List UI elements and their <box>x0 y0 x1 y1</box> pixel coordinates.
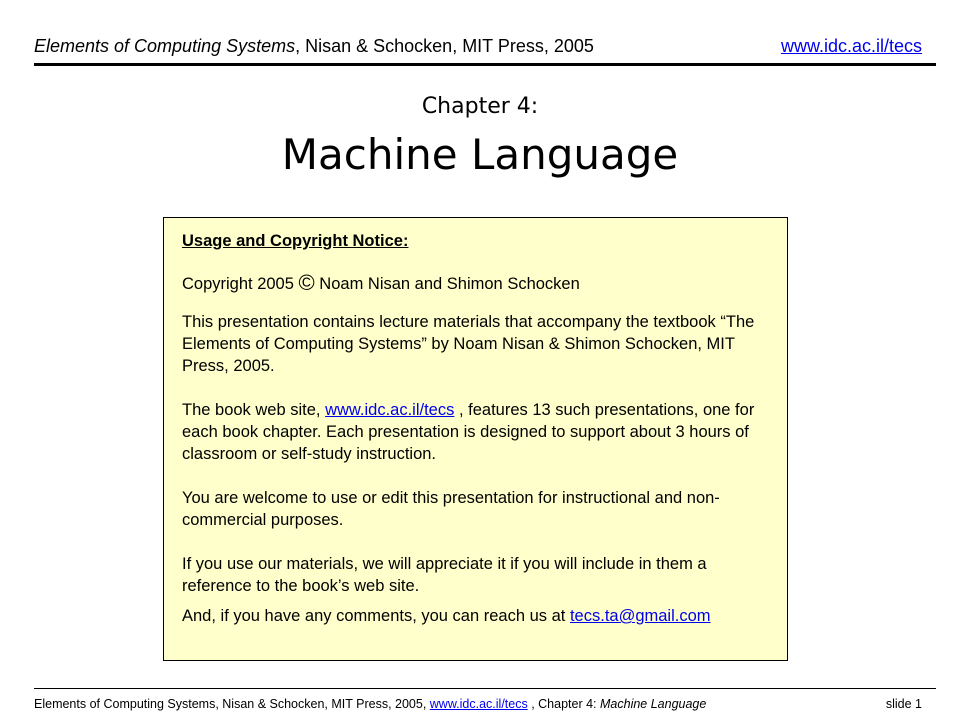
footer-text-before: Elements of Computing Systems, Nisan & Schocken, MIT Press, 2005, <box>34 697 430 711</box>
header-book-citation <box>34 36 594 57</box>
footer-divider <box>34 688 936 689</box>
copyright-text-before: Copyright 2005 <box>182 275 299 293</box>
notice-heading: Usage and Copyright Notice: <box>182 232 409 250</box>
header-divider <box>34 63 936 66</box>
notice-paragraph-textbook: This presentation contains lecture materials that accompany the textbook “The Elements of Computing Systems” by Noam Nisan & Shimon Schocken, MIT Press, 2005. <box>182 313 755 375</box>
notice-paragraph-contact <box>182 605 773 627</box>
notice-paragraph-usage: You are welcome to use or edit this presentation for instructional and non-commercial purposes. <box>182 489 720 529</box>
chapter-number: Chapter 4: <box>421 94 539 119</box>
footer-website-link[interactable]: www.idc.ac.il/tecs <box>429 697 528 711</box>
contact-email-link[interactable]: tecs.ta@gmail.com <box>569 607 711 625</box>
copyright-symbol-icon: © <box>298 270 315 295</box>
footer-citation <box>34 697 706 711</box>
chapter-title: Machine Language <box>281 130 679 179</box>
copyright-text-after: Noam Nisan and Shimon Schocken <box>314 275 580 293</box>
website-text-before: The book web site, <box>182 401 326 419</box>
header-book-title: Elements of Computing Systems <box>34 36 296 56</box>
copyright-notice-box <box>163 217 788 661</box>
header-book-rest: , Nisan & Schocken, MIT Press, 2005 <box>295 36 594 56</box>
notice-paragraph-website <box>182 399 773 465</box>
notice-paragraph-reference: If you use our materials, we will appreciate it if you will include in them a reference to the book’s web site. <box>182 555 707 595</box>
header-website-link[interactable]: www.idc.ac.il/tecs <box>780 36 922 56</box>
footer-text-mid: , Chapter 4: <box>527 697 600 711</box>
slide-header <box>34 36 922 64</box>
contact-text-before: And, if you have any comments, you can reach us at <box>182 607 570 625</box>
notice-copyright-line <box>182 272 773 295</box>
slide-number: slide 1 <box>885 697 922 711</box>
notice-website-link[interactable]: www.idc.ac.il/tecs <box>325 401 455 419</box>
website-text-after: , features 13 such presentations, one for each book chapter. Each presentation is designed to support about 3 hours of classroom or self-study instruction. <box>182 401 755 463</box>
footer-chapter-title: Machine Language <box>600 697 707 711</box>
